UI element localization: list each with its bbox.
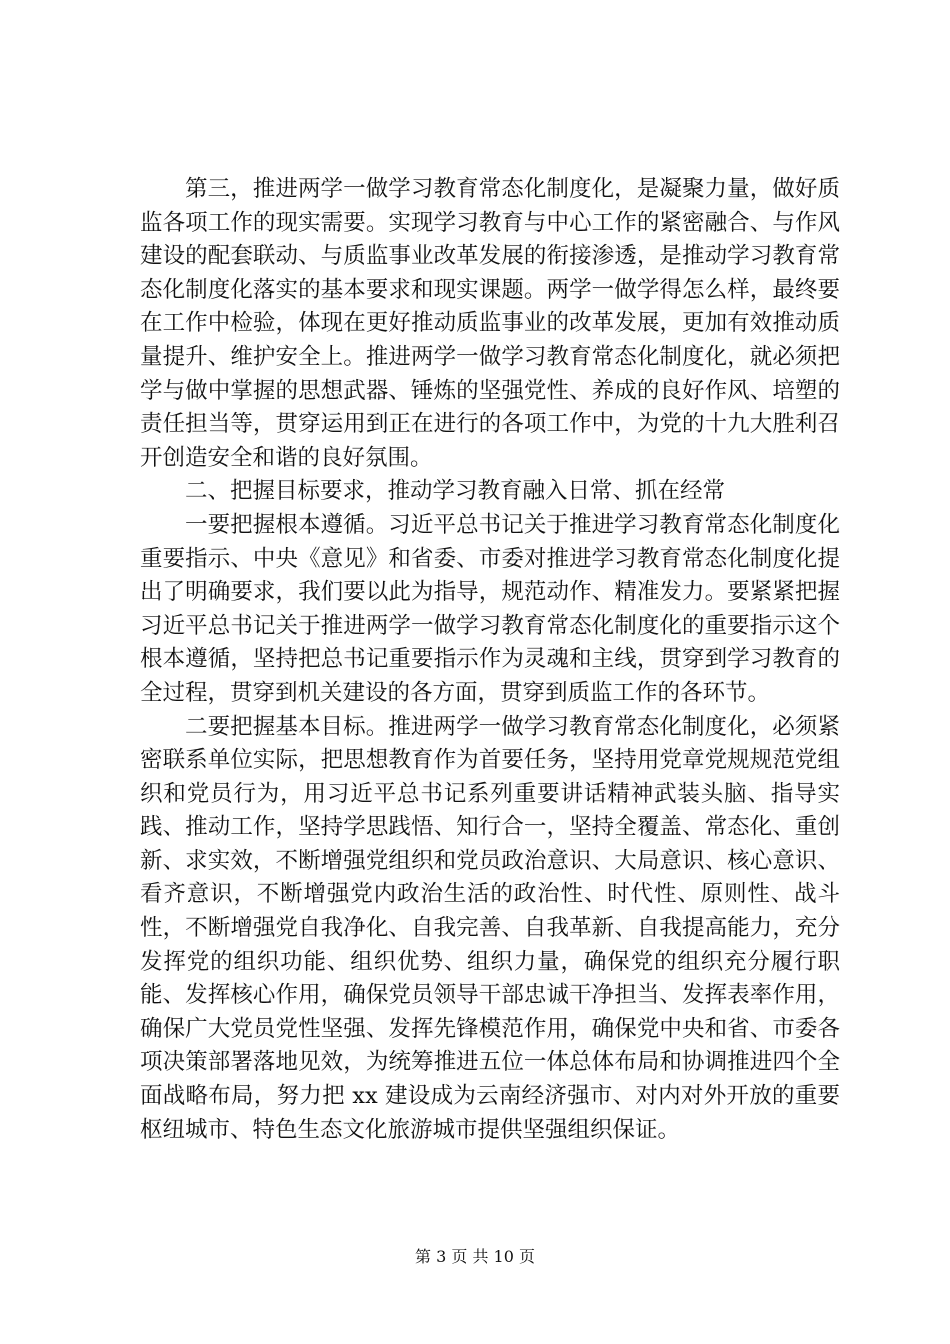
paragraph-third-point: 第三，推进两学一做学习教育常态化制度化，是凝聚力量，做好质监各项工作的现实需要。实现学习教育与中心工作的紧密融合、与作风建设的配套联动、与质监事业改革发展的衔接渗透，是推动学习教育常态化制度化落实的基本要求和现实课题。两学一做学得怎么样，最终要在工作中检验，体现在更好推动质监事业的改革发展，更加有效推动质量提升、维护安全上。推进两学一做学习教育常态化制度化，就必须把学与做中掌握的思想武器、锤炼的坚强党性、养成的良好作风、培塑的责任担当等，贯穿运用到正在进行的各项工作中，为党的十九大胜利召开创造安全和谐的良好氛围。: [140, 176, 840, 471]
page-number-footer: 第 3 页 共 10 页: [415, 1247, 535, 1266]
paragraph-fundamental-principle: 一要把握根本遵循。习近平总书记关于推进学习教育常态化制度化重要指示、中央《意见》和省委、市委对推进学习教育常态化制度化提出了明确要求，我们要以此为指导，规范动作、精准发力。要紧紧把握习近平总书记关于推进两学一做学习教育常态化制度化的重要指示这个根本遵循，坚持把总书记重要指示作为灵魂和主线，贯穿到学习教育的全过程，贯穿到机关建设的各方面，贯穿到质监工作的各环节。: [140, 511, 840, 706]
document-body: [140, 173, 840, 1147]
section-heading-two: 二、把握目标要求，推动学习教育融入日常、抓在经常: [185, 478, 726, 505]
paragraph-basic-goal: 二要把握基本目标。推进两学一做学习教育常态化制度化，必须紧密联系单位实际，把思想教育作为首要任务，坚持用党章党规规范党组织和党员行为，用习近平总书记系列重要讲话精神武装头脑、指导实践、推动工作，坚持学思践悟、知行合一，坚持全覆盖、常态化、重创新、求实效，不断增强党组织和党员政治意识、大局意识、核心意识、看齐意识，不断增强党内政治生活的政治性、时代性、原则性、战斗性，不断增强党自我净化、自我完善、自我革新、自我提高能力，充分发挥党的组织功能、组织优势、组织力量，确保党的组织充分履行职能、发挥核心作用，确保党员领导干部忠诚干净担当、发挥表率作用，确保广大党员党性坚强、发挥先锋模范作用，确保党中央和省、市委各项决策部署落地见效，为统筹推进五位一体总体布局和协调推进四个全面战略布局，努力把 xx 建设成为云南经济强市、对内对外开放的重要枢纽城市、特色生态文化旅游城市提供坚强组织保证。: [140, 713, 840, 1143]
